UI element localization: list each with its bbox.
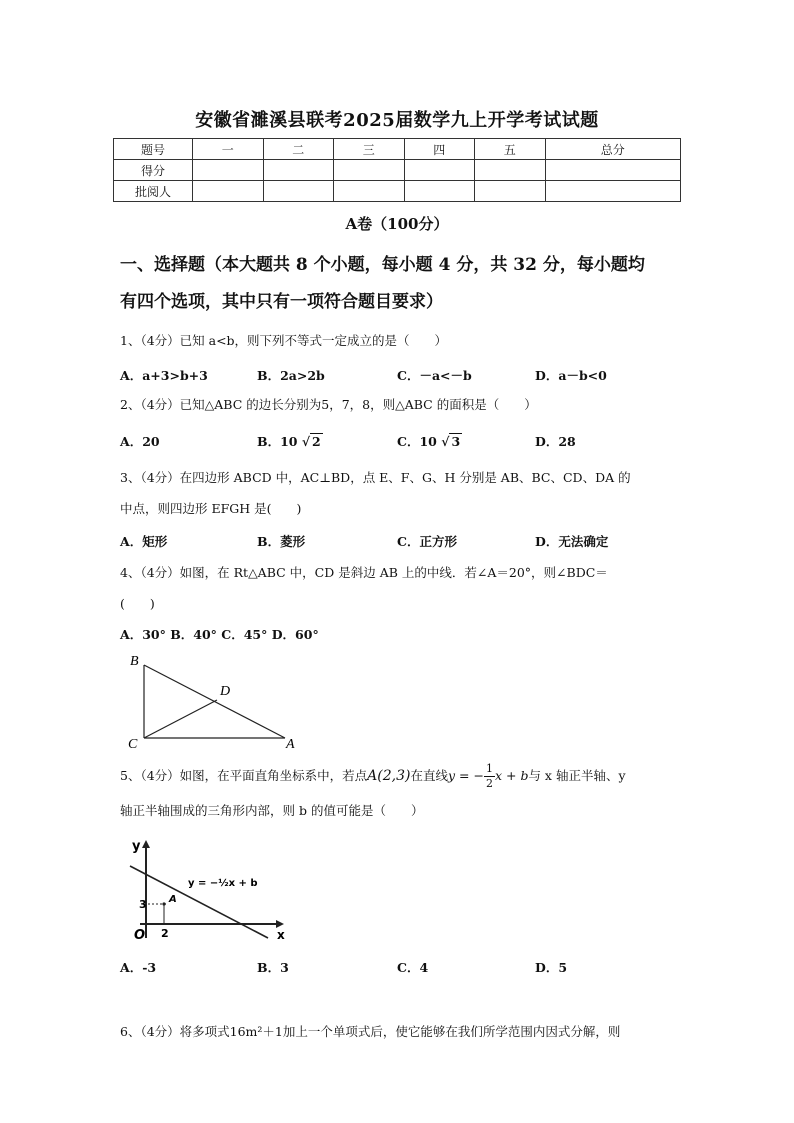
label-y: y: [132, 839, 141, 854]
label-d: D: [220, 684, 231, 699]
table-cell: [263, 181, 334, 202]
section-heading-line2: 有四个选项，其中只有一项符合题目要求）: [120, 292, 443, 312]
table-cell: 题号: [114, 139, 193, 160]
table-cell: [545, 181, 681, 202]
question-3-options: [120, 532, 685, 552]
question-4-line2: ( ): [120, 596, 155, 611]
score-table: [113, 138, 681, 202]
label-c: C: [128, 737, 138, 752]
table-cell: [193, 181, 264, 202]
radicand: 3: [451, 434, 461, 449]
table-cell: 三: [334, 139, 405, 160]
y-axis-arrow: [142, 840, 150, 848]
coordinate-figure: [120, 838, 295, 943]
label-b: B: [130, 654, 139, 669]
table-cell: [193, 160, 264, 181]
question-3-line1: 3、（4分）在四边形 ABCD 中，AC⊥BD，点 E、F、G、H 分别是 AB、BC、CD、DA 的: [120, 470, 631, 485]
option-d: D．5: [535, 960, 568, 975]
table-cell: 四: [404, 139, 475, 160]
option-a: A．矩形: [120, 534, 168, 549]
table-cell: [404, 181, 475, 202]
label-a: A: [286, 737, 295, 752]
table-cell: [404, 160, 475, 181]
label-o: O: [134, 928, 146, 943]
question-2-options: [120, 432, 685, 452]
question-5-line2: 轴正半轴围成的三角形内部，则 b 的值可能是（ ）: [120, 803, 424, 818]
table-cell: [334, 160, 405, 181]
point-a-marker: [162, 902, 165, 905]
table-cell: [475, 181, 546, 202]
table-cell: 一: [193, 139, 264, 160]
score-table-header-row: [114, 139, 681, 160]
option-c: C．－a<－b: [397, 368, 472, 383]
point-a: A(2,3): [367, 768, 411, 784]
question-5-options: [120, 958, 685, 978]
question-1-options: [120, 366, 685, 386]
question-2: 2、（4分）已知△ABC 的边长分别为5，7，8，则△ABC 的面积是（ ）: [120, 397, 537, 412]
option-c: C．正方形: [397, 534, 457, 549]
median-cd: [144, 700, 217, 738]
question-3-line2: 中点，则四边形 EFGH 是( ): [120, 501, 302, 516]
table-cell: [334, 181, 405, 202]
section-heading-line1: 一、选择题（本大题共 8 个小题，每小题 4 分，共 32 分，每小题均: [120, 255, 645, 275]
option-b: B．10 √ 2: [257, 434, 321, 449]
option-a: A．a+3>b+3: [120, 368, 208, 383]
option-b: B．3: [257, 960, 289, 975]
question-1: 1、（4分）已知 a<b，则下列不等式一定成立的是（ ）: [120, 333, 448, 348]
fraction-half: $\frac{1}{2}$: [485, 762, 493, 790]
table-cell: 得分: [114, 160, 193, 181]
option-c: C．10 √ 3: [397, 434, 461, 449]
score-row: [114, 160, 681, 181]
label-equation: y = −½x + b: [188, 878, 258, 889]
table-cell: 二: [263, 139, 334, 160]
triangle-figure: [120, 650, 310, 755]
option-d: D．a－b<0: [535, 368, 607, 383]
line-graph: [130, 866, 268, 938]
table-cell: 批阅人: [114, 181, 193, 202]
table-cell: 总分: [545, 139, 681, 160]
grader-row: [114, 181, 681, 202]
table-cell: [475, 160, 546, 181]
volume-heading: A卷（100分）: [345, 215, 449, 233]
option-d: D．无法确定: [535, 534, 609, 549]
question-6: 6、（4分）将多项式16m²＋1加上一个单项式后，使它能够在我们所学范围内因式分解，则: [120, 1024, 621, 1039]
x-axis-arrow: [276, 920, 284, 928]
option-d: D．28: [535, 434, 576, 449]
option-a: A．20: [120, 434, 160, 449]
label-3: 3: [139, 898, 147, 911]
option-c: C．4: [397, 960, 429, 975]
label-2: 2: [161, 927, 169, 940]
page-title: 安徽省濉溪县联考2025届数学九上开学考试试题: [195, 110, 599, 131]
label-a: A: [169, 894, 177, 905]
label-x: x: [277, 928, 285, 942]
table-cell: [263, 160, 334, 181]
radicand: 2: [312, 434, 321, 449]
option-b: B．菱形: [257, 534, 306, 549]
question-4-line1: 4、（4分）如图，在 Rt△ABC 中，CD 是斜边 AB 上的中线．若∠A＝20°，则∠BDC＝: [120, 565, 608, 580]
option-line: A．30° B．40° C．45° D．60°: [120, 627, 319, 642]
table-cell: [545, 160, 681, 181]
question-5-line1: 5、（4分）如图，在平面直角坐标系中，若点A(2,3)在直线y = − $\frac{1}{2}$ x + b与 x 轴正半轴、y: [120, 762, 626, 790]
table-cell: 五: [475, 139, 546, 160]
option-a: A．-3: [120, 960, 157, 975]
option-b: B．2a>2b: [257, 368, 325, 383]
question-4-options: [120, 625, 685, 645]
